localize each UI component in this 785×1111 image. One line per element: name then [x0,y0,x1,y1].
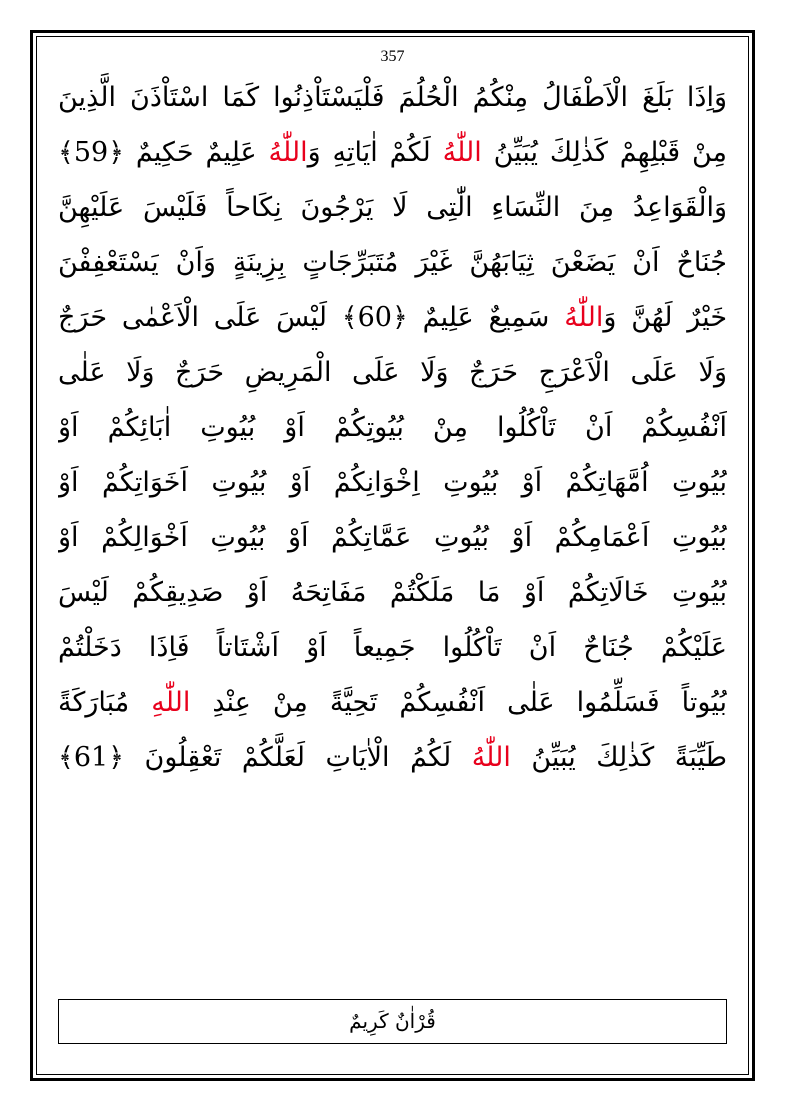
text-line-3: وَالْقَوَاعِدُ مِنَ النِّسَاءِ الّٰتِى لَا يَرْجُونَ نِكَاحاً فَلَيْسَ عَلَيْهِنَّ [58,192,727,223]
divine-name: اللّٰهُ [268,137,308,168]
divine-name: اللّٰهُ [442,137,482,168]
quran-text-block [58,70,727,785]
text-line-9: بُيُوتِ اَعْمَامِكُمْ اَوْ بُيُوتِ عَمَّاتِكُمْ اَوْ بُيُوتِ اَخْوَالِكُمْ اَوْ [58,522,727,553]
text-line-2: مِنْ قَبْلِهِمْ كَذٰلِكَ يُبَيِّنُ اللّٰهُ لَكُمْ اٰيَاتِهِ وَاللّٰهُ عَلِيمٌ حَكِيمٌ ﴿59﴾ [58,137,727,168]
divine-name: اللّٰهُ [471,742,511,773]
footer-title-box [58,999,727,1044]
page-number: 357 [380,48,405,65]
footer-title: قُرْاٰنٌ كَرِيمٌ [349,1009,436,1033]
text-line-4: جُنَاحٌ اَنْ يَضَعْنَ ثِيَابَهُنَّ غَيْرَ مُتَبَرِّجَاتٍ بِزِينَةٍ وَاَنْ يَسْتَعْفِفْنَ [58,247,727,278]
text-line-5: خَيْرٌ لَهُنَّ وَاللّٰهُ سَمِيعٌ عَلِيمٌ ﴿60﴾ لَيْسَ عَلَى الْاَعْمٰى حَرَجٌ [58,302,727,333]
text-line-13: طَيِّبَةً كَذٰلِكَ يُبَيِّنُ اللّٰهُ لَكُمُ الْاٰيَاتِ لَعَلَّكُمْ تَعْقِلُونَ ﴿61﴾ [58,742,727,773]
text-line-12: بُيُوتاً فَسَلِّمُوا عَلٰى اَنْفُسِكُمْ تَحِيَّةً مِنْ عِنْدِ اللّٰهِ مُبَارَكَةً [58,687,727,718]
divine-name: اللّٰهُ [564,302,604,333]
text-line-11: عَلَيْكُمْ جُنَاحٌ اَنْ تَاْكُلُوا جَمِيعاً اَوْ اَشْتَاتاً فَاِذَا دَخَلْتُمْ [58,632,727,663]
text-line-7: اَنْفُسِكُمْ اَنْ تَاْكُلُوا مِنْ بُيُوتِكُمْ اَوْ بُيُوتِ اٰبَائِكُمْ اَوْ [58,412,727,443]
text-line-8: بُيُوتِ اُمَّهَاتِكُمْ اَوْ بُيُوتِ اِخْوَانِكُمْ اَوْ بُيُوتِ اَخَوَاتِكُمْ اَوْ [58,467,727,498]
text-line-6: وَلَا عَلَى الْاَعْرَجِ حَرَجٌ وَلَا عَلَى الْمَرِيضِ حَرَجٌ وَلَا عَلٰى [58,357,727,388]
text-line-10: بُيُوتِ خَالَاتِكُمْ اَوْ مَا مَلَكْتُمْ مَفَاتِحَهُ اَوْ صَدِيقِكُمْ لَيْسَ [58,577,727,608]
divine-name: اللّٰهِ [151,687,191,718]
text-line-1: وَاِذَا بَلَغَ الْاَطْفَالُ مِنْكُمُ الْحُلُمَ فَلْيَسْتَاْذِنُوا كَمَا اسْتَاْذَنَ الَّذِينَ [58,82,727,113]
